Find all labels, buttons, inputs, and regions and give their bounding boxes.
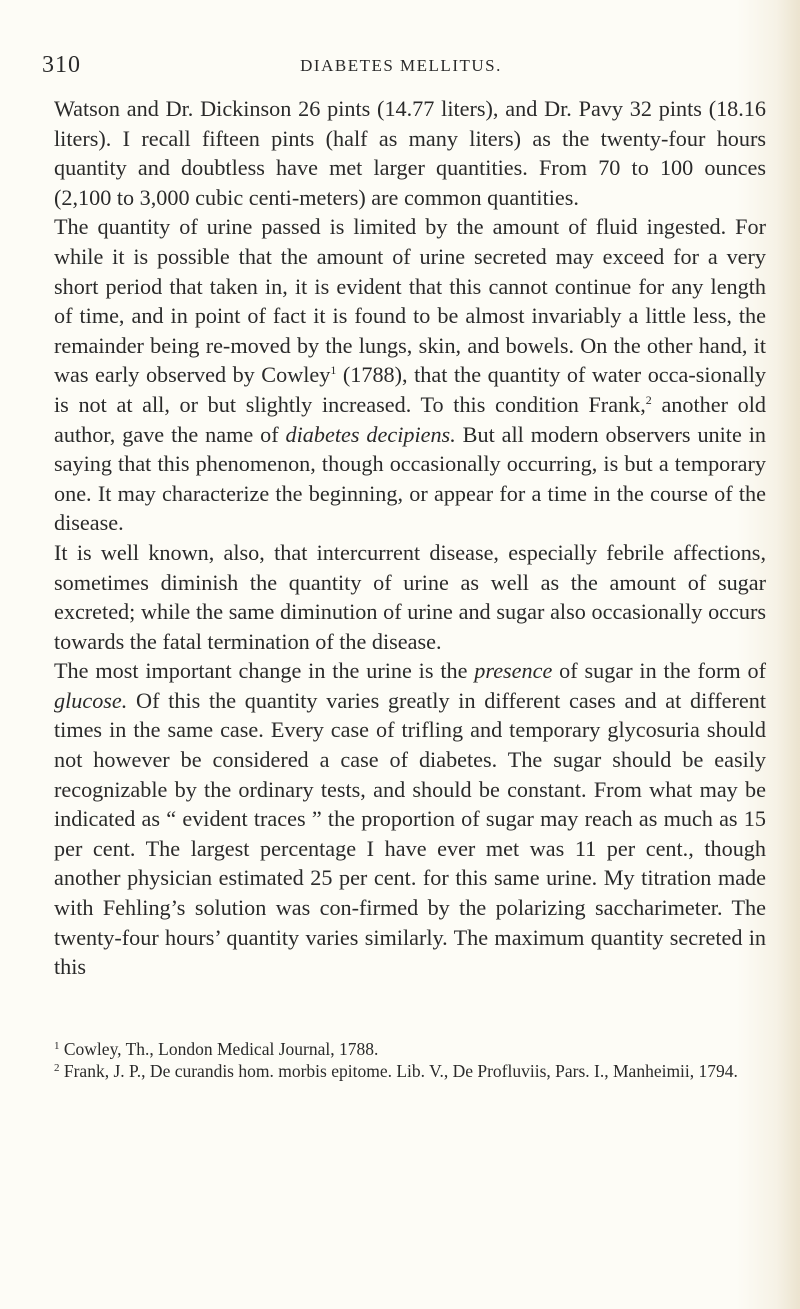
footnote-ref-2: 2 — [645, 392, 652, 407]
footnote-1-text: Cowley, Th., London Medical Journal, 1788. — [63, 1039, 379, 1059]
term-diabetes-decipiens: diabetes decipiens. — [285, 421, 456, 447]
paragraph-2-text-d: But all modern observers unite in saying that this phenomenon, though occasionally occurring, is but a temporary one. It may characterize the beginning, or appear for a time in the course of the disease. — [54, 421, 766, 536]
footnote-2-text: Frank, J. P., De curandis hom. morbis epitome. Lib. V., De Profluviis, Pars. I., Manheimii, 1794. — [63, 1061, 738, 1081]
paragraph-2-text-c: another old author, gave the name of — [54, 391, 766, 447]
body-text — [54, 94, 766, 982]
footnotes — [54, 1038, 766, 1082]
footnote-ref-1: 1 — [330, 363, 337, 378]
paragraph-2 — [54, 212, 766, 538]
term-glucose: glucose. — [54, 687, 128, 713]
paragraph-3-text: It is well known, also, that intercurrent disease, especially febrile affections, sometimes diminish the quantity of urine as well as the amount of sugar excreted; while the same diminution of urine and sugar also occasionally occurs towards the fatal termination of the disease. — [54, 539, 766, 654]
running-title: DIABETES MELLITUS. — [300, 56, 502, 75]
paragraph-4-text-b: of sugar in the form of — [552, 658, 766, 684]
paragraph-2-text-a: The quantity of urine passed is limited by the amount of fluid ingested. For while it is possible that the amount of urine secreted may exceed for a very short period that taken in, it is evident that this cannot continue for any length of time, and in point of fact it is found to be almost invariably a little less, the remainder being re-moved by the lungs, skin, and bowels. On the other hand, it was early observed by Cowley — [54, 214, 766, 388]
footnote-2 — [54, 1060, 766, 1082]
paragraph-4-text-a: The most important change in the urine is the — [54, 658, 475, 684]
paragraph-1 — [54, 94, 766, 212]
footnote-2-mark: 2 — [54, 1062, 60, 1074]
paragraph-2-text-b: (1788), that the quantity of water occa-sionally is not at all, or but slightly increased. To this condition Frank, — [54, 362, 766, 417]
page-number: 310 — [42, 52, 81, 78]
paragraph-4-text-c: Of this the quantity varies greatly in different cases and at different times in the same case. Every case of trifling and temporary glycosuria should not however be considered a case of diabetes. The sugar should be easily recognizable by the ordinary tests, and should be constant. From what may be indicated as “ evident traces ” the proportion of sugar may reach as much as 15 per cent. The largest percentage I have ever met was 11 per cent., though another physician estimated 25 per cent. for this same urine. My titration made with Fehling’s solution was con-firmed by the polarizing saccharimeter. The twenty-four hours’ quantity varies similarly. The maximum quantity secreted in this — [54, 687, 766, 980]
term-presence: presence — [474, 658, 553, 684]
footnote-1-mark: 1 — [54, 1040, 60, 1052]
paragraph-4 — [54, 656, 766, 982]
paragraph-1-text: Watson and Dr. Dickinson 26 pints (14.77 liters), and Dr. Pavy 32 pints (18.16 liters). I recall fifteen pints (half as many liters) as the twenty-four hours quantity and doubtless have met larger quantities. From 70 to 100 ounces (2,100 to 3,000 cubic centi-meters) are common quantities. — [54, 96, 766, 210]
paragraph-3 — [54, 538, 766, 656]
page-header — [42, 52, 760, 84]
footnote-1 — [54, 1038, 766, 1060]
